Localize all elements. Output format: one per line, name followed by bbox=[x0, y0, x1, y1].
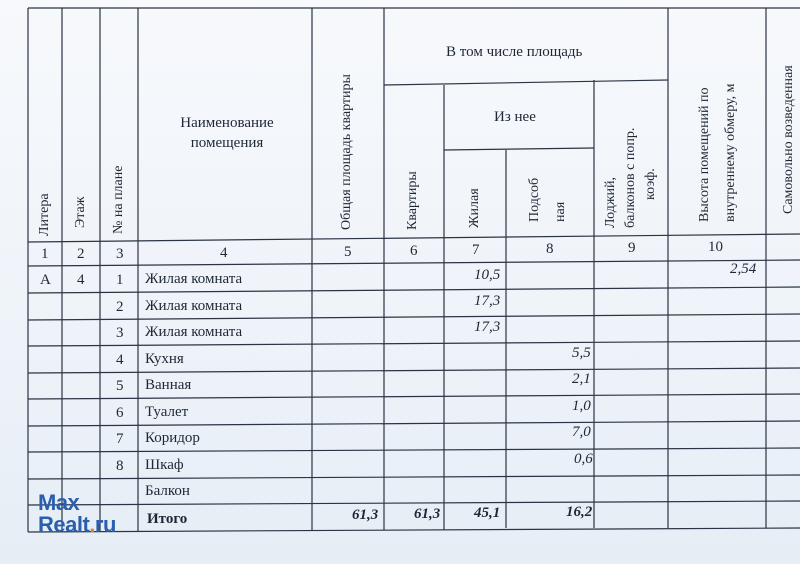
row5-podsob: 2,1 bbox=[572, 371, 591, 387]
header-v-tom-chisle: В том числе площадь bbox=[446, 44, 583, 60]
row3-nomer: 3 bbox=[116, 325, 124, 341]
row1-nomer: 1 bbox=[116, 272, 124, 288]
header-podsobnaya-2: ная bbox=[553, 201, 568, 222]
colnum-3: 3 bbox=[116, 246, 124, 262]
row1-name: Жилая комната bbox=[145, 271, 243, 287]
row9-name: Балкон bbox=[145, 483, 190, 499]
colnum-1: 1 bbox=[41, 246, 49, 262]
colnum-7: 7 bbox=[472, 242, 480, 258]
row3-zhilaya: 17,3 bbox=[474, 319, 501, 335]
row4-name: Кухня bbox=[145, 351, 184, 367]
total-kvartiry: 61,3 bbox=[414, 506, 441, 522]
row2-zhilaya: 17,3 bbox=[474, 293, 501, 309]
header-lodzhiy-1: Лоджий, bbox=[603, 176, 618, 228]
row3-name: Жилая комната bbox=[145, 324, 243, 340]
row6-podsob: 1,0 bbox=[572, 398, 591, 414]
colnum-5: 5 bbox=[344, 244, 352, 260]
maxrealt-logo bbox=[38, 492, 116, 535]
row2-name: Жилая комната bbox=[145, 298, 243, 314]
total-obshchaya: 61,3 bbox=[352, 507, 379, 523]
logo-line1: Max bbox=[38, 490, 80, 515]
row6-nomer: 6 bbox=[116, 405, 124, 421]
colnum-9: 9 bbox=[628, 240, 636, 256]
row5-name: Ванная bbox=[145, 377, 192, 393]
total-podsob: 16,2 bbox=[566, 504, 593, 520]
total-zhilaya: 45,1 bbox=[474, 505, 501, 521]
row8-podsob: 0,6 bbox=[574, 451, 593, 467]
row7-podsob: 7,0 bbox=[572, 424, 591, 440]
row5-nomer: 5 bbox=[116, 378, 124, 394]
row4-podsob: 5,5 bbox=[572, 345, 591, 361]
colnum-8: 8 bbox=[546, 241, 554, 257]
row8-nomer: 8 bbox=[116, 458, 124, 474]
colnum-10: 10 bbox=[708, 239, 723, 255]
header-litera: Литера bbox=[37, 193, 52, 236]
logo-line2 bbox=[38, 511, 116, 537]
header-lodzhiy-2: балконов с попр. bbox=[623, 127, 638, 228]
total-label: Итого bbox=[147, 511, 188, 527]
header-obshchaya: Общая площадь квартиры bbox=[339, 74, 354, 230]
header-nomer: № на плане bbox=[111, 165, 126, 234]
logo-ru: ru bbox=[94, 511, 116, 537]
header-vysota-1: Высота помещений по bbox=[697, 87, 712, 222]
row1-litera: А bbox=[40, 272, 51, 288]
colnum-2: 2 bbox=[77, 246, 85, 262]
header-iz-nee: Из нее bbox=[494, 109, 536, 125]
row1-zhilaya: 10,5 bbox=[474, 267, 501, 283]
header-kvartiry: Квартиры bbox=[405, 171, 420, 230]
header-etazh: Этаж bbox=[73, 196, 88, 228]
header-vysota-2: внутреннему обмеру, м bbox=[723, 83, 738, 222]
header-naimenovanie: Наименование помещения bbox=[180, 115, 274, 151]
header-samovolno: Самовольно возведенная bbox=[781, 65, 796, 214]
logo-realt: Realt bbox=[38, 511, 90, 537]
header-lodzhiy-3: коэф. bbox=[643, 168, 658, 200]
row7-nomer: 7 bbox=[116, 431, 124, 447]
row1-vysota: 2,54 bbox=[730, 261, 757, 277]
header-podsobnaya-1: Подсоб bbox=[527, 177, 542, 222]
colnum-6: 6 bbox=[410, 243, 418, 259]
row8-name: Шкаф bbox=[145, 457, 184, 473]
row7-name: Коридор bbox=[145, 430, 200, 446]
logo-dot: . bbox=[89, 511, 95, 537]
header-zhilaya: Жилая bbox=[467, 188, 482, 228]
row4-nomer: 4 bbox=[116, 352, 124, 368]
colnum-4: 4 bbox=[220, 245, 228, 261]
row1-etazh: 4 bbox=[77, 272, 85, 288]
row6-name: Туалет bbox=[145, 404, 189, 420]
row2-nomer: 2 bbox=[116, 299, 124, 315]
